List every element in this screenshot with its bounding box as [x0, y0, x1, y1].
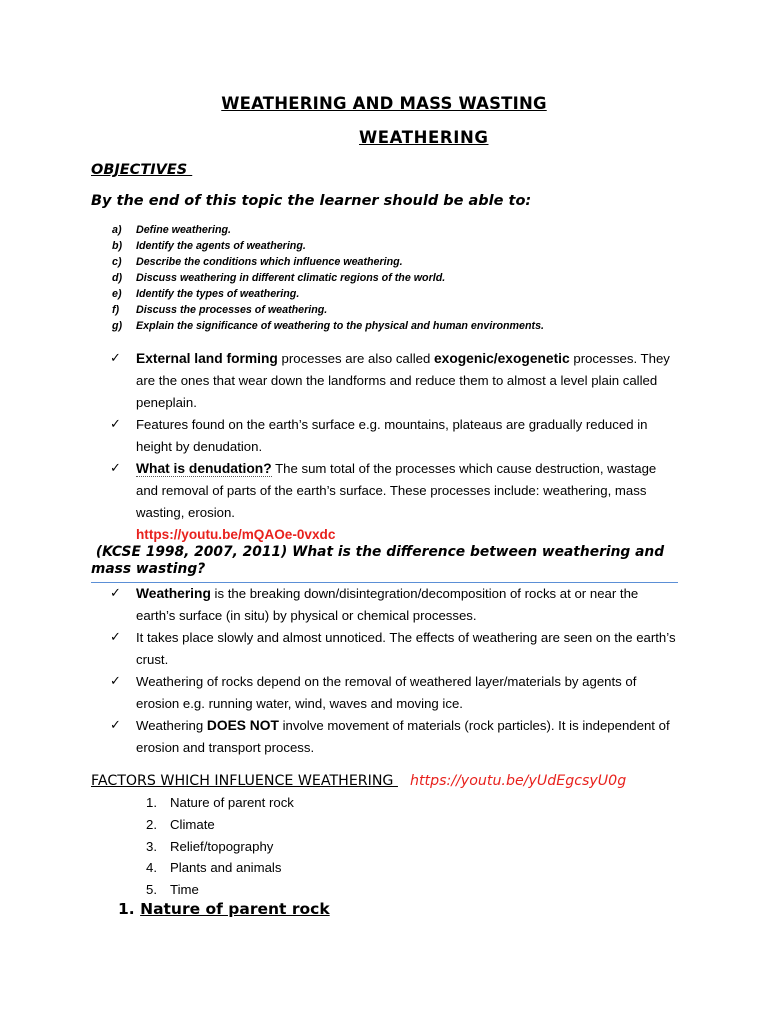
- factor-text: Relief/topography: [170, 838, 274, 854]
- note-text: Weathering of rocks depend on the removal of weathered layer/materials by agents of erosion e.g. running water, wind, waves and moving ice.: [136, 674, 637, 711]
- note-text: processes. They are the ones that wear down the landforms and reduce them to almost a level plain called peneplain.: [136, 351, 670, 410]
- section-title: Nature of parent rock: [140, 900, 330, 918]
- objectives-heading: OBJECTIVES: [91, 162, 193, 178]
- factors-video-link[interactable]: https://youtu.be/yUdEgcsyU0g: [409, 773, 627, 789]
- check-icon: ✓: [110, 674, 121, 689]
- section-heading: [118, 900, 330, 918]
- objective-text: Identify the types of weathering.: [136, 288, 300, 300]
- list-marker: 3.: [146, 838, 157, 854]
- factor-text: Plants and animals: [170, 860, 282, 876]
- list-item: [110, 715, 680, 759]
- list-marker: 2.: [146, 816, 157, 832]
- check-icon: ✓: [110, 630, 121, 645]
- objective-text: Identify the agents of weathering.: [136, 240, 306, 252]
- check-icon: ✓: [110, 586, 121, 601]
- list-marker: b): [112, 240, 123, 252]
- weathering-notes-list: [110, 583, 680, 759]
- list-marker: d): [112, 272, 123, 284]
- bold-term: External land forming: [136, 351, 278, 366]
- document-title: WEATHERING AND MASS WASTING: [221, 94, 547, 113]
- note-text: Features found on the earth’s surface e.g. mountains, plateaus are gradually reduced in height by denudation.: [136, 417, 648, 454]
- objective-text: Describe the conditions which influence weathering.: [136, 256, 403, 268]
- objective-item: [112, 270, 544, 286]
- objective-item: [112, 238, 544, 254]
- list-marker: e): [112, 288, 122, 300]
- note-text: is the breaking down/disintegration/decomposition of rocks at or near the earth’s surface (in situ) by physical or chemical processes.: [136, 586, 639, 623]
- objective-text: Define weathering.: [136, 224, 232, 236]
- note-text: processes are also called: [277, 351, 434, 366]
- list-marker: 5.: [146, 882, 157, 898]
- list-item: [146, 814, 294, 836]
- factor-text: Time: [170, 882, 199, 898]
- list-marker: 1.: [146, 795, 157, 810]
- objectives-intro: By the end of this topic the learner should be able to:: [91, 193, 532, 209]
- objective-item: [112, 286, 544, 302]
- bold-term: DOES NOT: [206, 718, 279, 733]
- section-number: 1.: [118, 900, 135, 918]
- list-marker: c): [112, 256, 122, 268]
- list-item: [110, 348, 680, 414]
- check-icon: ✓: [110, 351, 121, 366]
- list-item: [146, 857, 294, 879]
- list-item: [110, 627, 680, 671]
- list-marker: f): [112, 304, 120, 316]
- objective-text: Discuss the processes of weathering.: [136, 304, 328, 316]
- list-marker: 4.: [146, 860, 157, 876]
- check-icon: ✓: [110, 417, 121, 432]
- list-item: [146, 879, 294, 901]
- list-marker: a): [112, 224, 122, 236]
- list-item: [110, 671, 680, 715]
- check-icon: ✓: [110, 461, 121, 476]
- document-subtitle: WEATHERING: [359, 128, 489, 147]
- denudation-notes-list: [110, 348, 680, 546]
- video-link[interactable]: https://youtu.be/mQAOe-0vxdc: [136, 527, 336, 542]
- list-item: [110, 458, 680, 546]
- check-icon: ✓: [110, 718, 121, 733]
- list-item: [146, 792, 294, 814]
- factor-text: Climate: [170, 816, 215, 832]
- objective-item: [112, 222, 544, 238]
- factors-heading-line: [91, 773, 626, 789]
- objective-item: [112, 318, 544, 334]
- factor-text: Nature of parent rock: [170, 795, 294, 810]
- list-marker: g): [112, 320, 123, 332]
- objective-item: [112, 254, 544, 270]
- objective-text: Explain the significance of weathering to the physical and human environments.: [136, 320, 544, 332]
- note-text: The sum total of the processes which cause destruction, wastage and removal of parts of the earth’s surface. These processes include: weathering, mass wasting, erosion.: [136, 461, 657, 520]
- list-item: [146, 836, 294, 858]
- factors-heading: FACTORS WHICH INFLUENCE WEATHERING: [91, 773, 398, 789]
- objective-item: [112, 302, 544, 318]
- factors-list: [146, 792, 294, 901]
- note-text: Weathering: [136, 718, 207, 733]
- bold-term: exogenic/exogenetic: [433, 351, 570, 366]
- note-text: involve movement of materials (rock particles). It is independent of erosion and transport process.: [136, 718, 670, 755]
- objectives-list: [112, 222, 544, 334]
- note-text: It takes place slowly and almost unnoticed. The effects of weathering are seen on the earth’s crust.: [136, 630, 676, 667]
- bold-term: What is denudation?: [136, 461, 272, 476]
- bold-term: Weathering: [136, 586, 211, 601]
- objective-text: Discuss weathering in different climatic regions of the world.: [136, 272, 446, 284]
- list-item: [110, 414, 680, 458]
- list-item: [110, 583, 680, 627]
- question-heading: (KCSE 1998, 2007, 2011) What is the difference between weathering and mass wasting?: [91, 544, 669, 577]
